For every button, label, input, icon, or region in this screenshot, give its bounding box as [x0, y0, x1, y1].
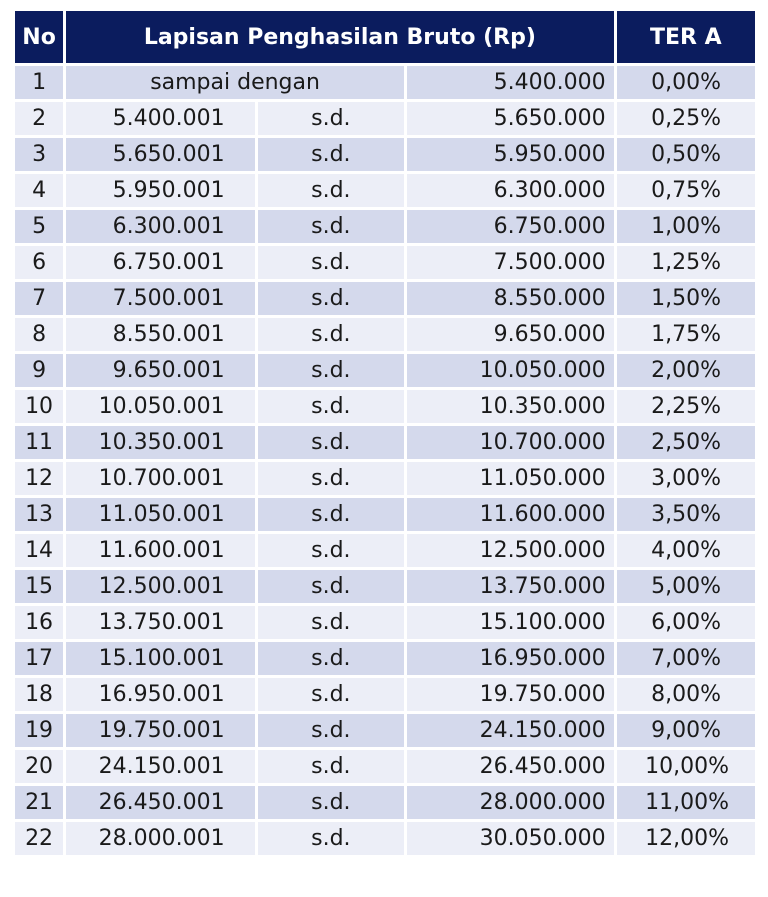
row-sd: s.d. [258, 102, 404, 135]
table-row [15, 750, 755, 783]
table-row [15, 534, 755, 567]
row-sd: s.d. [258, 714, 404, 747]
row-to: 9.650.000 [407, 318, 614, 351]
row-to: 5.950.000 [407, 138, 614, 171]
row-no: 22 [15, 822, 63, 855]
row-rate: 1,00% [617, 210, 755, 243]
row-from: 10.350.001 [66, 426, 255, 459]
row-to: 10.350.000 [407, 390, 614, 423]
row-to: 24.150.000 [407, 714, 614, 747]
row-to: 11.600.000 [407, 498, 614, 531]
table-row [15, 642, 755, 675]
table-row [15, 390, 755, 423]
row-to: 6.750.000 [407, 210, 614, 243]
header-bracket: Lapisan Penghasilan Bruto (Rp) [66, 11, 613, 63]
row-rate: 3,50% [617, 498, 755, 531]
row-no: 20 [15, 750, 63, 783]
row-from: 5.950.001 [66, 174, 255, 207]
row-sd: s.d. [258, 174, 404, 207]
row-from: 5.650.001 [66, 138, 255, 171]
row-to: 16.950.000 [407, 642, 614, 675]
row-to: 11.050.000 [407, 462, 614, 495]
row-no: 14 [15, 534, 63, 567]
table-row [15, 678, 755, 711]
row-rate: 9,00% [617, 714, 755, 747]
row-no: 5 [15, 210, 63, 243]
table-row [15, 66, 755, 99]
row-no: 7 [15, 282, 63, 315]
header-no: No [15, 11, 63, 63]
ter-table-container [12, 8, 758, 858]
table-row [15, 354, 755, 387]
row-sd: s.d. [258, 246, 404, 279]
row-to: 30.050.000 [407, 822, 614, 855]
row-from: 24.150.001 [66, 750, 255, 783]
row-sd: s.d. [258, 282, 404, 315]
row-to: 12.500.000 [407, 534, 614, 567]
row-to: 28.000.000 [407, 786, 614, 819]
row-to: 26.450.000 [407, 750, 614, 783]
row-from: 26.450.001 [66, 786, 255, 819]
row-rate: 2,50% [617, 426, 755, 459]
table-row [15, 714, 755, 747]
row-no: 8 [15, 318, 63, 351]
table-body [15, 66, 755, 855]
row-to: 5.650.000 [407, 102, 614, 135]
row-rate: 11,00% [617, 786, 755, 819]
row-rate: 7,00% [617, 642, 755, 675]
row-from: 16.950.001 [66, 678, 255, 711]
row-sd: s.d. [258, 786, 404, 819]
row-sd: s.d. [258, 642, 404, 675]
row-no: 15 [15, 570, 63, 603]
row-from: 13.750.001 [66, 606, 255, 639]
row-sd: s.d. [258, 534, 404, 567]
row-sd: s.d. [258, 138, 404, 171]
row-no: 18 [15, 678, 63, 711]
row-rate: 3,00% [617, 462, 755, 495]
row-from: 8.550.001 [66, 318, 255, 351]
row-rate: 0,25% [617, 102, 755, 135]
row-sampai-dengan: sampai dengan [66, 66, 404, 99]
row-rate: 10,00% [617, 750, 755, 783]
row-sd: s.d. [258, 678, 404, 711]
table-row [15, 426, 755, 459]
table-row [15, 606, 755, 639]
row-sd: s.d. [258, 390, 404, 423]
row-no: 9 [15, 354, 63, 387]
row-rate: 6,00% [617, 606, 755, 639]
row-from: 6.300.001 [66, 210, 255, 243]
row-sd: s.d. [258, 210, 404, 243]
row-to: 6.300.000 [407, 174, 614, 207]
row-to: 7.500.000 [407, 246, 614, 279]
row-rate: 0,50% [617, 138, 755, 171]
row-no: 1 [15, 66, 63, 99]
row-rate: 1,75% [617, 318, 755, 351]
row-sd: s.d. [258, 426, 404, 459]
row-to: 8.550.000 [407, 282, 614, 315]
row-rate: 8,00% [617, 678, 755, 711]
row-rate: 0,75% [617, 174, 755, 207]
row-no: 6 [15, 246, 63, 279]
row-from: 15.100.001 [66, 642, 255, 675]
table-row [15, 786, 755, 819]
table-row [15, 822, 755, 855]
table-row [15, 210, 755, 243]
row-sd: s.d. [258, 570, 404, 603]
row-from: 6.750.001 [66, 246, 255, 279]
row-to: 13.750.000 [407, 570, 614, 603]
row-no: 17 [15, 642, 63, 675]
table-row [15, 174, 755, 207]
row-from: 12.500.001 [66, 570, 255, 603]
row-no: 16 [15, 606, 63, 639]
row-no: 12 [15, 462, 63, 495]
row-no: 3 [15, 138, 63, 171]
row-from: 11.600.001 [66, 534, 255, 567]
row-rate: 12,00% [617, 822, 755, 855]
table-row [15, 318, 755, 351]
row-rate: 1,25% [617, 246, 755, 279]
row-from: 9.650.001 [66, 354, 255, 387]
row-to: 19.750.000 [407, 678, 614, 711]
header-ter: TER A [617, 11, 755, 63]
row-from: 19.750.001 [66, 714, 255, 747]
row-rate: 4,00% [617, 534, 755, 567]
table-row [15, 102, 755, 135]
row-to: 15.100.000 [407, 606, 614, 639]
row-no: 2 [15, 102, 63, 135]
row-sd: s.d. [258, 822, 404, 855]
row-no: 13 [15, 498, 63, 531]
table-row [15, 246, 755, 279]
table-row [15, 282, 755, 315]
row-from: 5.400.001 [66, 102, 255, 135]
row-to: 10.700.000 [407, 426, 614, 459]
row-from: 11.050.001 [66, 498, 255, 531]
row-no: 10 [15, 390, 63, 423]
row-sd: s.d. [258, 462, 404, 495]
table-row [15, 570, 755, 603]
row-from: 28.000.001 [66, 822, 255, 855]
row-no: 4 [15, 174, 63, 207]
row-from: 10.050.001 [66, 390, 255, 423]
row-no: 19 [15, 714, 63, 747]
row-rate: 1,50% [617, 282, 755, 315]
table-row [15, 462, 755, 495]
row-sd: s.d. [258, 498, 404, 531]
row-to: 5.400.000 [407, 66, 614, 99]
ter-rate-table [12, 8, 758, 858]
row-rate: 0,00% [617, 66, 755, 99]
row-no: 21 [15, 786, 63, 819]
row-sd: s.d. [258, 318, 404, 351]
table-row [15, 498, 755, 531]
row-rate: 5,00% [617, 570, 755, 603]
row-to: 10.050.000 [407, 354, 614, 387]
row-no: 11 [15, 426, 63, 459]
row-sd: s.d. [258, 354, 404, 387]
table-row [15, 138, 755, 171]
row-sd: s.d. [258, 750, 404, 783]
row-rate: 2,25% [617, 390, 755, 423]
row-sd: s.d. [258, 606, 404, 639]
row-from: 7.500.001 [66, 282, 255, 315]
header-row [15, 11, 755, 63]
row-rate: 2,00% [617, 354, 755, 387]
row-from: 10.700.001 [66, 462, 255, 495]
